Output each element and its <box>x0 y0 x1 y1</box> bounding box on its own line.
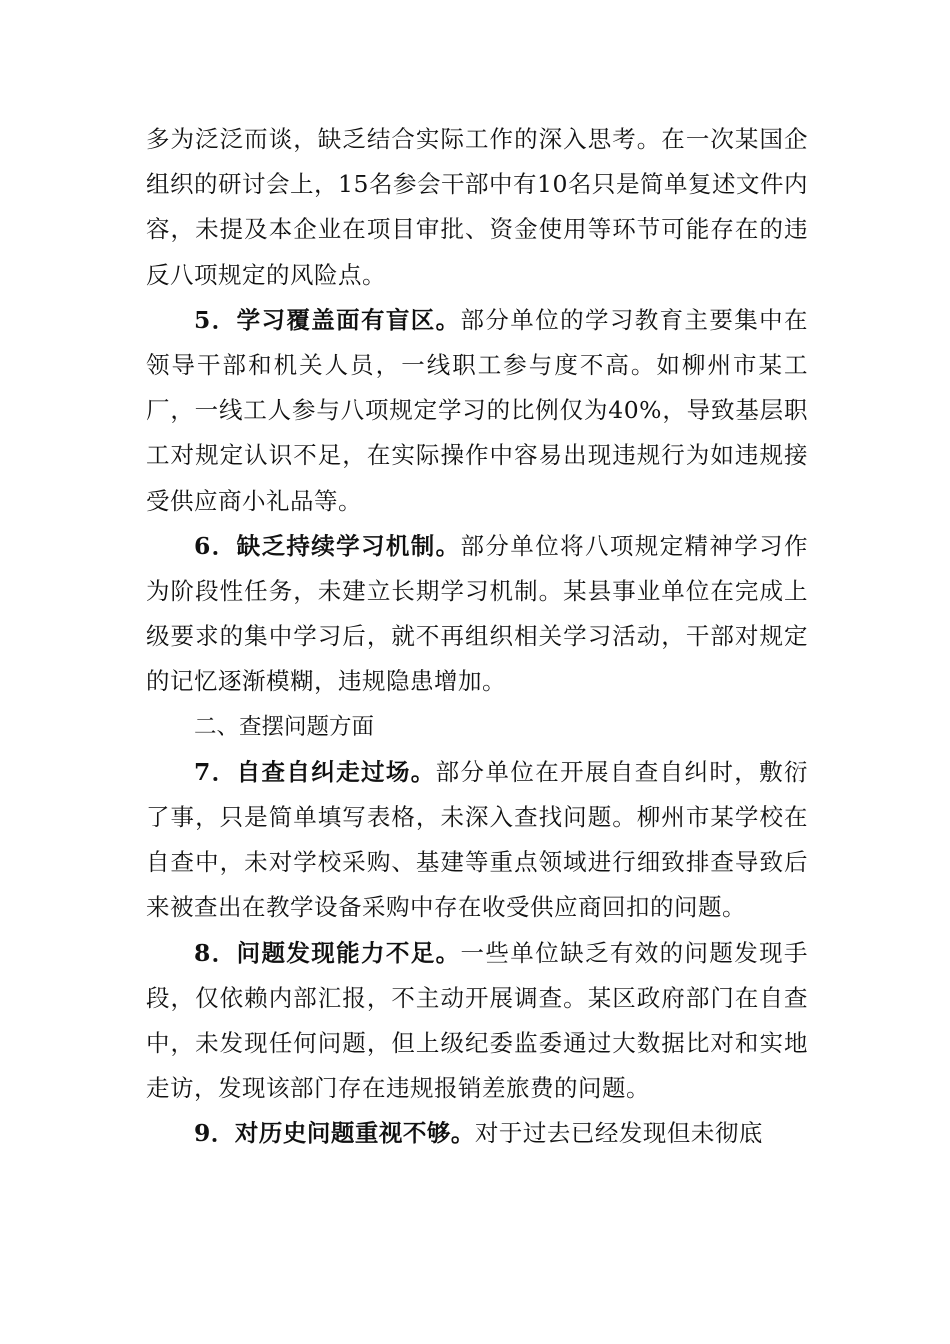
item-5-title: 5．学习覆盖面有盲区。 <box>194 305 461 334</box>
item-6-body: 部分单位将八项规定精神学习作为阶段性任务，未建立长期学习机制。某县事业单位在完成上级要求的集中学习后，就不再组织相关学习活动，干部对规定的记忆逐渐模糊，违规隐患增加。 <box>146 531 808 696</box>
item-7-body: 部分单位在开展自查自纠时，敷衍了事，只是简单填写表格，未深入查找问题。柳州市某学校在自查中，未对学校采购、基建等重点领域进行细致排查导致后来被查出在教学设备采购中存在收受供应商回扣的问题。 <box>146 757 809 922</box>
item-5-body: 部分单位的学习教育主要集中在领导干部和机关人员，一线职工参与度不高。如柳州市某工厂，一线工人参与八项规定学习的比例仅为40%，导致基层职工对规定认识不足，在实际操作中容易出现违规行为如违规接受供应商小礼品等。 <box>146 305 808 515</box>
item-9-title: 9．对历史问题重视不够。 <box>194 1119 475 1148</box>
paragraph-continuation <box>146 117 808 298</box>
item-8-body: 一些单位缺乏有效的问题发现手段，仅依赖内部汇报，不主动开展调查。某区政府部门在自查中，未发现任何问题，但上级纪委监委通过大数据比对和实地走访，发现该部门存在违规报销差旅费的问题。 <box>146 938 808 1103</box>
item-6-title: 6．缺乏持续学习机制。 <box>194 531 461 560</box>
paragraph-item-5 <box>146 298 808 524</box>
item-9-body: 对于过去已经发现但未彻底 <box>474 1119 763 1148</box>
paragraph-item-9 <box>146 1111 808 1156</box>
item-8-title: 8．问题发现能力不足。 <box>194 938 461 967</box>
document-page <box>146 117 808 1157</box>
paragraph-item-6 <box>146 524 808 705</box>
paragraph-item-7 <box>146 750 808 931</box>
item-7-title: 7．自查自纠走过场。 <box>194 757 436 786</box>
paragraph-item-8 <box>146 931 808 1112</box>
paragraph-body: 多为泛泛而谈，缺乏结合实际工作的深入思考。在一次某国企组织的研讨会上，15名参会干部中有10名只是简单复述文件内容，未提及本企业在项目审批、资金使用等环节可能存在的违反八项规定的风险点。 <box>146 125 808 289</box>
section-heading-2: 二、查摆问题方面 <box>194 713 375 740</box>
